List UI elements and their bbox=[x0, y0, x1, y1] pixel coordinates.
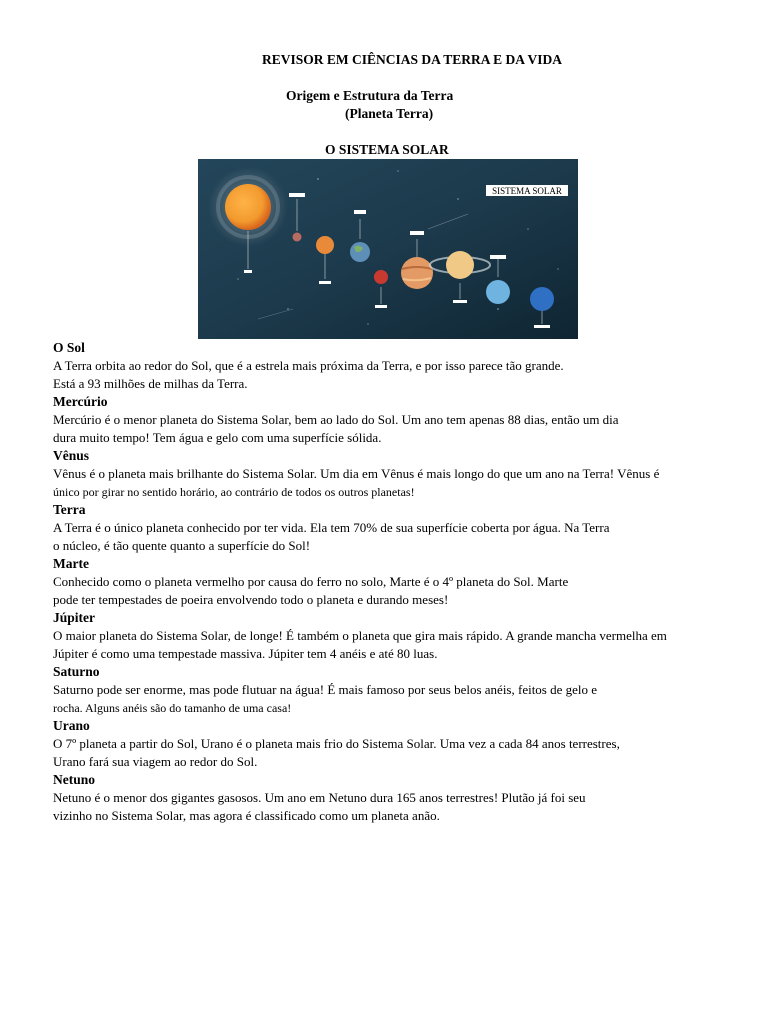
document-title: REVISOR EM CIÊNCIAS DA TERRA E DA VIDA bbox=[262, 52, 562, 67]
section-mercurio bbox=[53, 393, 763, 447]
section-heading: Saturno bbox=[53, 664, 100, 679]
mars-icon bbox=[374, 270, 388, 284]
section-heading: O Sol bbox=[53, 340, 85, 355]
document-subtitle: Origem e Estrutura da Terra bbox=[286, 88, 454, 103]
section-heading: Marte bbox=[53, 556, 89, 571]
mercury-icon bbox=[293, 233, 302, 242]
section-title: O SISTEMA SOLAR bbox=[325, 142, 449, 157]
earth-icon bbox=[350, 242, 370, 262]
section-text-line: Netuno é o menor dos gigantes gasosos. Um ano em Netuno dura 165 anos terrestres! Plutão já foi seu bbox=[53, 790, 586, 805]
uranus-icon bbox=[486, 280, 510, 304]
section-text-line: dura muito tempo! Tem água e gelo com uma superfície sólida. bbox=[53, 430, 382, 445]
section-text-line: Urano fará sua viagem ao redor do Sol. bbox=[53, 754, 258, 769]
section-text-line: único por girar no sentido horário, ao contrário de todos os outros planetas! bbox=[53, 485, 415, 499]
section-text-line: O maior planeta do Sistema Solar, de longe! É também o planeta que gira mais rápido. A grande mancha vermelha em bbox=[53, 628, 667, 643]
section-heading: Júpiter bbox=[53, 610, 95, 625]
section-terra bbox=[53, 501, 763, 555]
section-heading: Mercúrio bbox=[53, 394, 108, 409]
solar-system-illustration bbox=[198, 159, 578, 339]
section-venus bbox=[53, 447, 763, 501]
section-netuno bbox=[53, 771, 763, 825]
section-text-line: A Terra orbita ao redor do Sol, que é a estrela mais próxima da Terra, e por isso parece tão grande. bbox=[53, 358, 564, 373]
section-urano bbox=[53, 717, 763, 771]
section-text-line: Conhecido como o planeta vermelho por causa do ferro no solo, Marte é o 4º planeta do Sol. Marte bbox=[53, 574, 569, 589]
jupiter-icon bbox=[401, 257, 433, 289]
section-heading: Vênus bbox=[53, 448, 90, 463]
sun-icon bbox=[225, 184, 271, 230]
saturn-icon bbox=[446, 251, 474, 279]
section-text-line: rocha. Alguns anéis são do tamanho de uma casa! bbox=[53, 701, 292, 715]
section-heading: Terra bbox=[53, 502, 86, 517]
section-marte bbox=[53, 555, 763, 609]
section-text-line: Saturno pode ser enorme, mas pode flutuar na água! É mais famoso por seus belos anéis, feitos de gelo e bbox=[53, 682, 598, 697]
section-text-line: Está a 93 milhões de milhas da Terra. bbox=[53, 376, 248, 391]
section-text-line: A Terra é o único planeta conhecido por ter vida. Ela tem 70% de sua superfície coberta por água. Na Terra bbox=[53, 520, 610, 535]
section-text-line: Mercúrio é o menor planeta do Sistema Solar, bem ao lado do Sol. Um ano tem apenas 88 dias, então um dia bbox=[53, 412, 619, 427]
planet-descriptions bbox=[53, 339, 763, 825]
section-saturno bbox=[53, 663, 763, 717]
section-text-line: o núcleo, é tão quente quanto a superfície do Sol! bbox=[53, 538, 311, 553]
section-text-line: vizinho no Sistema Solar, mas agora é classificado como um planeta anão. bbox=[53, 808, 440, 823]
section-text-line: Júpiter é como uma tempestade massiva. Júpiter tem 4 anéis e até 80 luas. bbox=[53, 646, 438, 661]
section-text-line: pode ter tempestades de poeira envolvendo todo o planeta e durando meses! bbox=[53, 592, 449, 607]
section-text-line: O 7º planeta a partir do Sol, Urano é o planeta mais frio do Sistema Solar. Uma vez a cada 84 anos terrestres, bbox=[53, 736, 620, 751]
neptune-icon bbox=[530, 287, 554, 311]
section-heading: Urano bbox=[53, 718, 90, 733]
document-subtitle-secondary: (Planeta Terra) bbox=[345, 106, 434, 121]
image-label: SISTEMA SOLAR bbox=[492, 186, 562, 196]
section-jupiter bbox=[53, 609, 763, 663]
venus-icon bbox=[316, 236, 334, 254]
section-o-sol bbox=[53, 339, 763, 393]
section-heading: Netuno bbox=[53, 772, 96, 787]
section-text-line: Vênus é o planeta mais brilhante do Sistema Solar. Um dia em Vênus é mais longo do que um ano na Terra! Vênus é bbox=[53, 466, 660, 481]
